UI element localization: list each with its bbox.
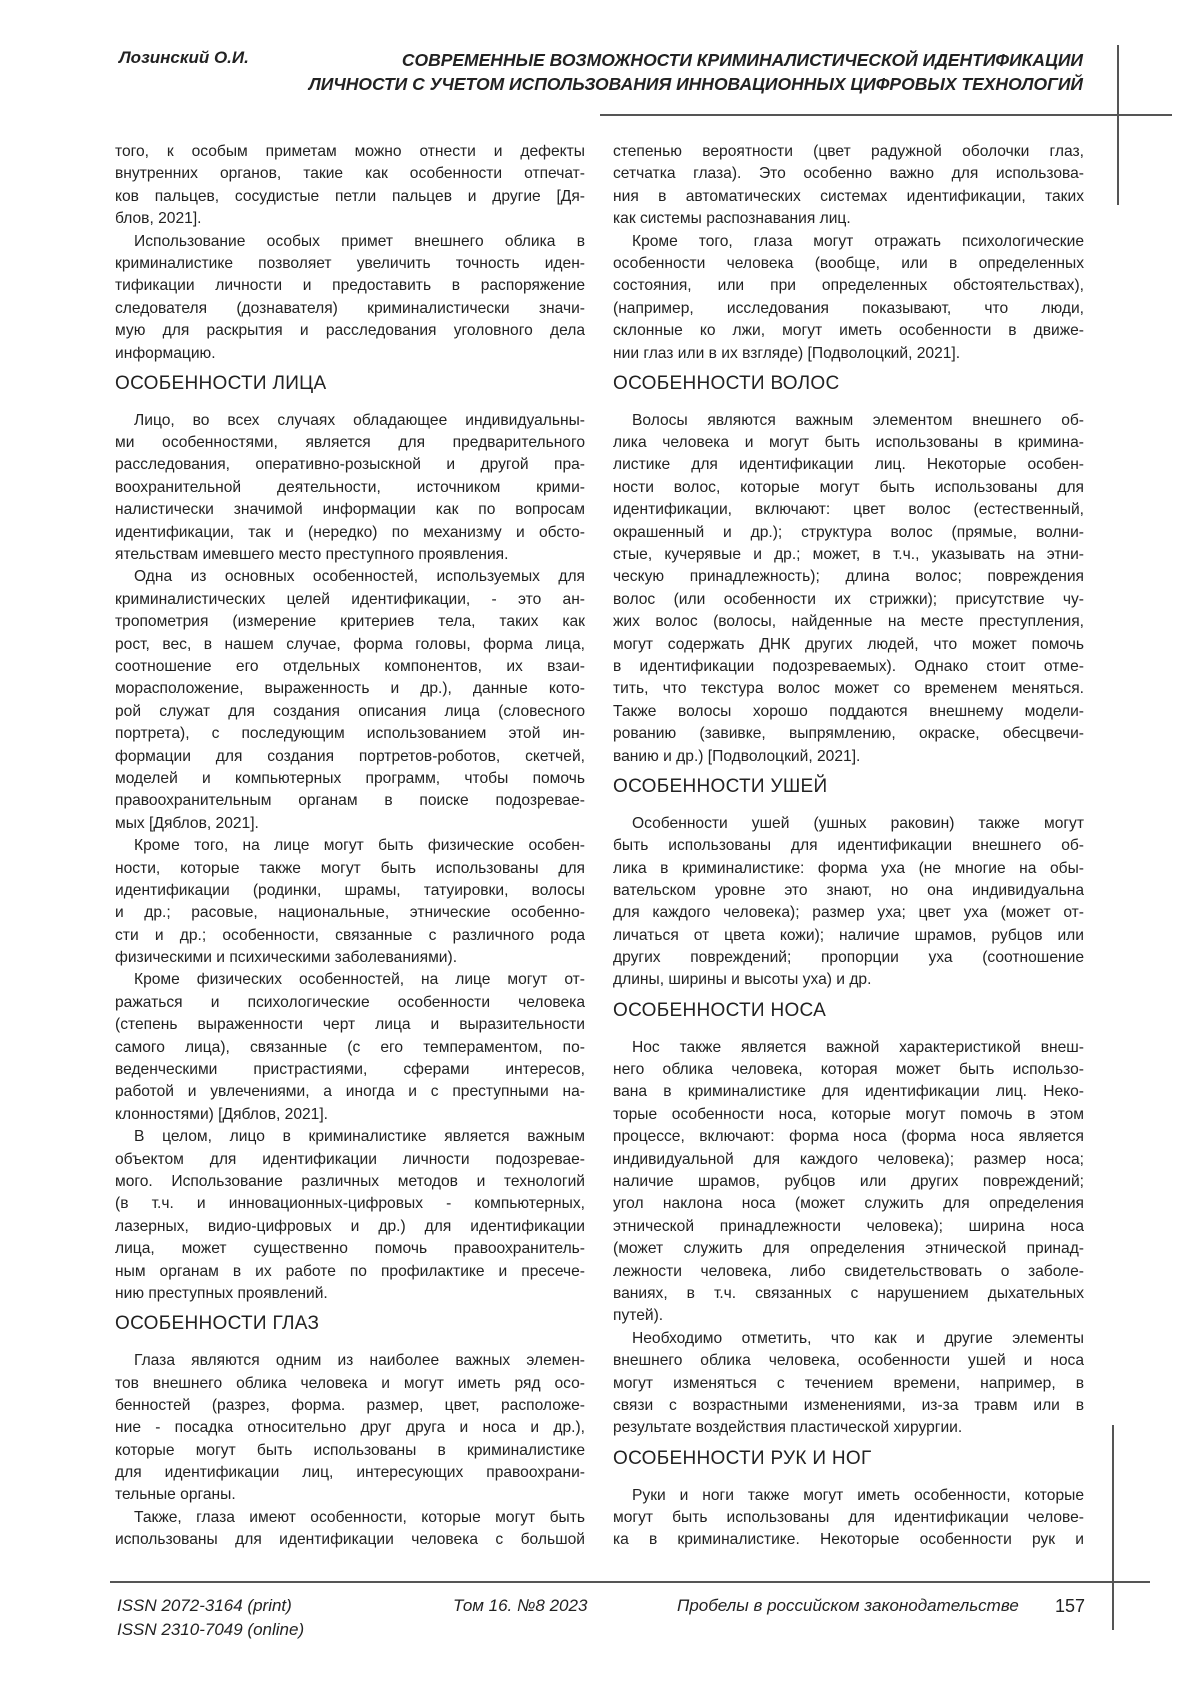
text-line: соотношение его отдельных компонентов, их взаи- bbox=[115, 656, 585, 678]
text-line: (например, исследования показывают, что люди, bbox=[613, 298, 1084, 320]
text-line: тельные органы. bbox=[115, 1484, 585, 1506]
text-line: морасположение, выраженность и др.), данные кото- bbox=[115, 678, 585, 700]
text-line: связи с возрастными изменениями, из-за травм или в bbox=[613, 1395, 1084, 1417]
text-line: угол наклона носа (может служить для определения bbox=[613, 1193, 1084, 1215]
text-line: ванию и др.) [Подволоцкий, 2021]. bbox=[613, 746, 1084, 768]
text-line: ности волос, которые могут быть использованы для bbox=[613, 477, 1084, 499]
paragraph bbox=[115, 1507, 585, 1552]
header-rule-horizontal bbox=[600, 114, 1172, 116]
text-line: тификации личности и предоставить в распоряжение bbox=[115, 275, 585, 297]
footer-volume: Том 16. №8 2023 bbox=[453, 1596, 587, 1616]
text-line: (в т.ч. и инновационных-цифровых - компьютерных, bbox=[115, 1193, 585, 1215]
text-line: портрета), с последующим использованием этой ин- bbox=[115, 723, 585, 745]
text-line: ния в автоматических системах идентификации, таких bbox=[613, 186, 1084, 208]
text-line: сетчатка глаза). Это особенно важно для использова- bbox=[613, 163, 1084, 185]
text-line: ми особенностями, является для предварительного bbox=[115, 432, 585, 454]
text-line: самого лица), связанные (с его темпераментом, по- bbox=[115, 1037, 585, 1059]
text-line: (может служить для определения этнической принад- bbox=[613, 1238, 1084, 1260]
text-line: того, к особым приметам можно отнести и дефекты bbox=[115, 141, 585, 163]
header-rule-vertical bbox=[1117, 45, 1119, 205]
paragraph bbox=[115, 410, 585, 567]
text-line: торые особенности носа, которые могут помочь в этом bbox=[613, 1104, 1084, 1126]
text-line: ности, которые также могут быть использованы для bbox=[115, 858, 585, 880]
text-line: мую для раскрытия и расследования уголовного дела bbox=[115, 320, 585, 342]
text-line: физическими и психическими заболеваниями). bbox=[115, 947, 585, 969]
paragraph bbox=[613, 410, 1084, 768]
paragraph bbox=[115, 1126, 585, 1305]
paragraph bbox=[115, 566, 585, 835]
text-line: Необходимо отметить, что как и другие элементы bbox=[613, 1328, 1084, 1350]
text-line: правоохранительным органам в поиске подозревае- bbox=[115, 790, 585, 812]
text-line: результате воздействия пластической хирургии. bbox=[613, 1417, 1084, 1439]
text-line: индивидуальной для каждого человека); размер носа; bbox=[613, 1149, 1084, 1171]
text-line: как системы распознавания лиц. bbox=[613, 208, 1084, 230]
text-line: окрашенный и др.); структура волос (прямые, волни- bbox=[613, 522, 1084, 544]
text-line: криминалистике позволяет увеличить точность иден- bbox=[115, 253, 585, 275]
running-header-author: Лозинский О.И. bbox=[119, 48, 249, 68]
text-line: расследования, оперативно-розыскной и другой пра- bbox=[115, 454, 585, 476]
text-line: и др.; расовые, национальные, этнические особенно- bbox=[115, 902, 585, 924]
text-line: вана в криминалистике для идентификации лиц. Неко- bbox=[613, 1081, 1084, 1103]
paragraph bbox=[115, 1350, 585, 1507]
text-line: путей). bbox=[613, 1305, 1084, 1327]
text-line: для каждого человека); размер уха; цвет уха (может от- bbox=[613, 902, 1084, 924]
text-line: него облика человека, которая может быть использо- bbox=[613, 1059, 1084, 1081]
text-line: процессе, включают: форма носа (форма носа является bbox=[613, 1126, 1084, 1148]
text-line: тов внешнего облика человека и могут иметь ряд осо- bbox=[115, 1373, 585, 1395]
paragraph bbox=[613, 813, 1084, 992]
text-line: лазерных, видио-цифровых и др.) для идентификации bbox=[115, 1216, 585, 1238]
text-line: Также волосы хорошо поддаются внешнему модели- bbox=[613, 701, 1084, 723]
text-line: Также, глаза имеют особенности, которые могут быть bbox=[115, 1507, 585, 1529]
text-line: объектом для идентификации личности подозревае- bbox=[115, 1149, 585, 1171]
header-title-line: ЛИЧНОСТИ С УЧЕТОМ ИСПОЛЬЗОВАНИЯ ИННОВАЦИОННЫХ ЦИФРОВЫХ ТЕХНОЛОГИЙ bbox=[309, 72, 1083, 96]
text-line: могут изменяться с течением времени, например, в bbox=[613, 1373, 1084, 1395]
paragraph bbox=[115, 835, 585, 969]
paragraph bbox=[115, 141, 585, 231]
text-line: Кроме физических особенностей, на лице могут от- bbox=[115, 969, 585, 991]
text-line: (степень выраженности черт лица и выразительности bbox=[115, 1014, 585, 1036]
text-line: лика в криминалистике: форма уха (не многие на обы- bbox=[613, 858, 1084, 880]
text-line: листике для идентификации лиц. Некоторые особен- bbox=[613, 454, 1084, 476]
text-line: лика человека и могут быть использованы в кримина- bbox=[613, 432, 1084, 454]
paragraph bbox=[613, 1328, 1084, 1440]
text-line: Использование особых примет внешнего облика в bbox=[115, 231, 585, 253]
text-line: работой и увлечениями, а иногда и с преступными на- bbox=[115, 1081, 585, 1103]
text-line: вательском уровне это знают, но она индивидуальна bbox=[613, 880, 1084, 902]
footer-issn-print: ISSN 2072-3164 (print) bbox=[117, 1596, 292, 1616]
text-column-right bbox=[613, 141, 1084, 1552]
text-line: использованы для идентификации человека с большой bbox=[115, 1529, 585, 1551]
paragraph bbox=[115, 969, 585, 1126]
text-line: внешнего облика человека, особенности ушей и носа bbox=[613, 1350, 1084, 1372]
text-line: В целом, лицо в криминалистике является важным bbox=[115, 1126, 585, 1148]
text-line: личаться от цвета кожи); наличие шрамов, рубцов или bbox=[613, 925, 1084, 947]
text-line: в идентификации подозреваемых). Однако стоит отме- bbox=[613, 656, 1084, 678]
text-line: степенью вероятности (цвет радужной оболочки глаз, bbox=[613, 141, 1084, 163]
text-line: Кроме того, глаза могут отражать психологические bbox=[613, 231, 1084, 253]
text-line: других повреждений; пропорции уха (соотношение bbox=[613, 947, 1084, 969]
text-line: клонностями) [Дяблов, 2021]. bbox=[115, 1104, 585, 1126]
section-heading: ОСОБЕННОСТИ ЛИЦА bbox=[115, 365, 585, 410]
text-line: ческую принадлежность); длина волос; повреждения bbox=[613, 566, 1084, 588]
text-line: особенности человека (вообще, или в определенных bbox=[613, 253, 1084, 275]
text-line: Нос также является важной характеристикой внеш- bbox=[613, 1037, 1084, 1059]
text-line: информацию. bbox=[115, 343, 585, 365]
text-line: рост, вес, в нашем случае, форма головы, форма лица, bbox=[115, 634, 585, 656]
paragraph bbox=[613, 231, 1084, 365]
footer-rule-vertical bbox=[1112, 1425, 1114, 1630]
text-line: Волосы являются важным элементом внешнего об- bbox=[613, 410, 1084, 432]
text-line: стые, кучерявые и др.; может, в т.ч., указывать на этни- bbox=[613, 544, 1084, 566]
paragraph bbox=[613, 141, 1084, 231]
text-line: ваниях, в т.ч. связанных с нарушением дыхательных bbox=[613, 1283, 1084, 1305]
header-title-line: СОВРЕМЕННЫЕ ВОЗМОЖНОСТИ КРИМИНАЛИСТИЧЕСКОЙ ИДЕНТИФИКАЦИИ bbox=[309, 48, 1083, 72]
text-line: волос (или особенности их стрижки); присутствие чу- bbox=[613, 589, 1084, 611]
section-heading: ОСОБЕННОСТИ НОСА bbox=[613, 992, 1084, 1037]
text-line: ным органам в их работе по профилактике и пресече- bbox=[115, 1261, 585, 1283]
text-line: лица, может существенно помочь правоохранитель- bbox=[115, 1238, 585, 1260]
text-line: склонные ко лжи, могут иметь особенности в движе- bbox=[613, 320, 1084, 342]
text-line: наличие шрамов, рубцов или других повреждений; bbox=[613, 1171, 1084, 1193]
text-line: этнической принадлежности человека); ширина носа bbox=[613, 1216, 1084, 1238]
text-line: ка в криминалистике. Некоторые особенности рук и bbox=[613, 1529, 1084, 1551]
text-line: Кроме того, на лице могут быть физические особен- bbox=[115, 835, 585, 857]
text-line: нию преступных проявлений. bbox=[115, 1283, 585, 1305]
text-line: формации для создания портретов-роботов, скетчей, bbox=[115, 746, 585, 768]
text-line: ков пальцев, сосудистые петли пальцев и другие [Дя- bbox=[115, 186, 585, 208]
text-line: ние - посадка относительно друг друга и носа и др.), bbox=[115, 1417, 585, 1439]
text-line: идентификации (родинки, шрамы, татуировки, волосы bbox=[115, 880, 585, 902]
text-line: длины, ширины и высоты уха) и др. bbox=[613, 969, 1084, 991]
text-line: состояния, или при определенных обстоятельствах), bbox=[613, 275, 1084, 297]
page-number: 157 bbox=[1055, 1596, 1085, 1617]
paragraph bbox=[115, 231, 585, 365]
text-line: Особенности ушей (ушных раковин) также могут bbox=[613, 813, 1084, 835]
text-line: тропометрия (измерение критериев тела, таких как bbox=[115, 611, 585, 633]
text-line: идентификации, включают: цвет волос (естественный, bbox=[613, 499, 1084, 521]
text-line: рованию (завивке, выпрямлению, окраске, обесцвечи- bbox=[613, 723, 1084, 745]
section-heading: ОСОБЕННОСТИ РУК И НОГ bbox=[613, 1440, 1084, 1485]
text-line: рой служат для создания описания лица (словесного bbox=[115, 701, 585, 723]
footer-issn-online: ISSN 2310-7049 (online) bbox=[117, 1620, 304, 1640]
text-line: для идентификации лиц, интересующих правоохрани- bbox=[115, 1462, 585, 1484]
running-header-title bbox=[309, 48, 1083, 96]
footer-rule-horizontal bbox=[110, 1581, 1150, 1583]
text-line: Глаза являются одним из наиболее важных элемен- bbox=[115, 1350, 585, 1372]
text-column-left bbox=[115, 141, 585, 1552]
text-line: быть использованы для идентификации внешнего об- bbox=[613, 835, 1084, 857]
text-line: ражаться и психологические особенности человека bbox=[115, 992, 585, 1014]
paragraph bbox=[613, 1485, 1084, 1552]
text-line: идентификации, так и (нередко) по механизму и обсто- bbox=[115, 522, 585, 544]
text-line: внутренних органов, такие как особенности отпечат- bbox=[115, 163, 585, 185]
text-line: криминалистических целей идентификации, - это ан- bbox=[115, 589, 585, 611]
text-line: Руки и ноги также могут иметь особенности, которые bbox=[613, 1485, 1084, 1507]
text-line: Лицо, во всех случаях обладающее индивидуальны- bbox=[115, 410, 585, 432]
text-line: следователя (дознавателя) криминалистически значи- bbox=[115, 298, 585, 320]
text-line: могут содержать ДНК других людей, что может помочь bbox=[613, 634, 1084, 656]
text-line: Одна из основных особенностей, используемых для bbox=[115, 566, 585, 588]
section-heading: ОСОБЕННОСТИ ГЛАЗ bbox=[115, 1305, 585, 1350]
text-line: бенностей (разрез, форма. размер, цвет, расположе- bbox=[115, 1395, 585, 1417]
section-heading: ОСОБЕННОСТИ УШЕЙ bbox=[613, 768, 1084, 813]
footer-journal-title: Пробелы в российском законодательстве bbox=[677, 1596, 1019, 1616]
text-line: которые могут быть использованы в криминалистике bbox=[115, 1440, 585, 1462]
text-line: лежности человека, либо свидетельствовать о заболе- bbox=[613, 1261, 1084, 1283]
text-line: жих волос (волосы, найденные на месте преступления, bbox=[613, 611, 1084, 633]
text-line: налистически значимой информации как по вопросам bbox=[115, 499, 585, 521]
text-line: тить, что текстура волос может со временем меняться. bbox=[613, 678, 1084, 700]
text-line: воохранительной деятельности, источником крими- bbox=[115, 477, 585, 499]
text-line: моделей и компьютерных программ, чтобы помочь bbox=[115, 768, 585, 790]
text-line: веденческими пристрастиями, сферами интересов, bbox=[115, 1059, 585, 1081]
text-line: ятельствам имевшего место преступного проявления. bbox=[115, 544, 585, 566]
text-line: нии глаз или в их взгляде) [Подволоцкий, 2021]. bbox=[613, 343, 1084, 365]
text-line: мого. Использование различных методов и технологий bbox=[115, 1171, 585, 1193]
text-line: мых [Дяблов, 2021]. bbox=[115, 813, 585, 835]
text-line: блов, 2021]. bbox=[115, 208, 585, 230]
paragraph bbox=[613, 1037, 1084, 1328]
section-heading: ОСОБЕННОСТИ ВОЛОС bbox=[613, 365, 1084, 410]
text-line: сти и др.; особенности, связанные с различного рода bbox=[115, 925, 585, 947]
text-line: могут быть использованы для идентификации челове- bbox=[613, 1507, 1084, 1529]
